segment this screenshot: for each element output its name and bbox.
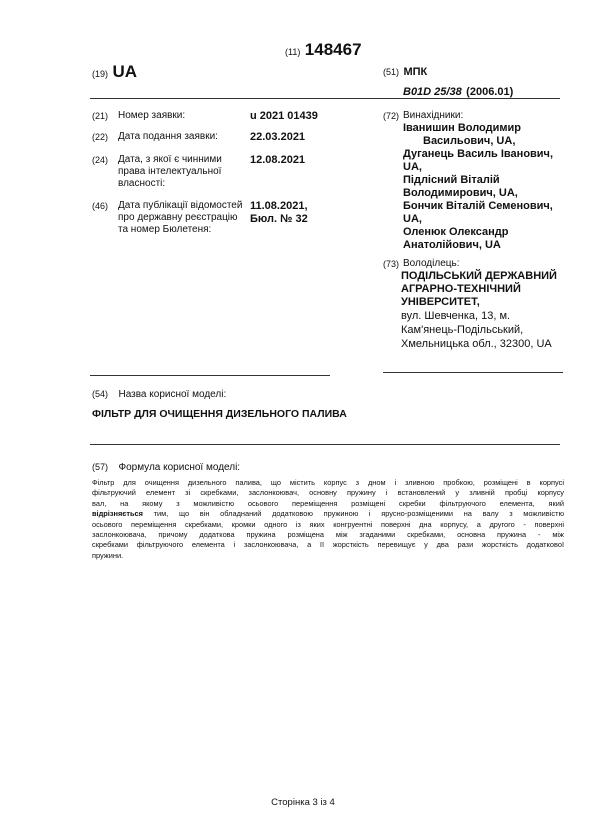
inventor-line: Іванишин Володимир — [403, 122, 521, 134]
utility-model-title: ФІЛЬТР ДЛЯ ОЧИЩЕННЯ ДИЗЕЛЬНОГО ПАЛИВА — [92, 408, 347, 420]
country-code: (19) — [92, 69, 109, 79]
field-value: 11.08.2021, Бюл. № 32 — [250, 200, 308, 225]
claims-line: заслонкоювача, причому додаткова пружина розміщена між згаданими скребками, основна пружина - між — [92, 530, 564, 540]
owner-address-line: Кам'янець-Подільський, — [401, 324, 524, 336]
field-label: Дата подання заявки: — [118, 131, 218, 142]
field-label: Дата, з якої є чинними права інтелектуальної власності: — [118, 154, 222, 189]
owner-name-line: ПОДІЛЬСЬКИЙ ДЕРЖАВНИЙ — [401, 270, 557, 282]
inventor-line: Оленюк Олександр — [403, 226, 509, 238]
header-divider — [90, 98, 560, 99]
inventors-list — [403, 122, 553, 252]
country-value: UA — [112, 62, 138, 81]
claims-text — [92, 478, 564, 561]
claims-line-rest: тим, що він обладнаний додатковою пружиною і ярусно-розміщеними на валу з можливістю — [142, 509, 564, 519]
claims-line: Фільтр для очищення дизельного палива, що містить корпус з дном і зливною пробкою, розміщені в корпусі — [92, 478, 564, 487]
ipc-class: B01D 25/38 — [403, 86, 462, 98]
title-section-header — [92, 384, 226, 402]
claims-line: скребками фільтруючого елемента і заслонкоювача, а її жорсткість перевищує у два рази жорсткість додаткової — [92, 540, 564, 550]
owner-name-line: АГРАРНО-ТЕХНІЧНИЙ — [401, 283, 521, 295]
claims-line: пружини. — [92, 550, 124, 560]
field-code: (46) — [92, 201, 109, 211]
field-code: (21) — [92, 111, 109, 121]
claims-label: Формула корисної моделі: — [118, 462, 241, 473]
inventor-line: UA, — [403, 161, 422, 173]
page-number: Сторінка 3 із 4 — [271, 797, 335, 808]
claims-line — [92, 509, 564, 519]
inventor-line: Підлісний Віталій — [403, 174, 500, 186]
owner-details — [401, 270, 557, 351]
inventors-code: (72) — [383, 111, 400, 121]
claims-section-header — [92, 457, 240, 475]
doc-number-code: (11) — [285, 47, 301, 57]
title-label: Назва корисної моделі: — [118, 389, 227, 400]
inventor-line: Володимирович, UA, — [403, 187, 518, 199]
ipc-version: (2006.01) — [466, 86, 514, 98]
claims-bold-word: відрізняється — [92, 509, 143, 519]
claims-line: осьового переміщення скребками, кромки одного із яких конгруентні поверхні дна корпусу, а другого - поверхні — [92, 519, 564, 529]
title-divider — [90, 444, 560, 445]
owner-name-line: УНІВЕРСИТЕТ, — [401, 296, 480, 308]
inventor-line: UA, — [403, 213, 422, 225]
ipc-label: МПК — [403, 66, 428, 78]
field-value: u 2021 01439 — [250, 110, 318, 122]
field-value: 12.08.2021 — [250, 154, 306, 166]
ipc-block — [383, 62, 513, 100]
inventor-line: Бончик Віталій Семенович, — [403, 200, 553, 212]
field-label: Номер заявки: — [118, 110, 186, 121]
claims-code: (57) — [92, 462, 109, 472]
inventor-line: Дуганець Василь Іванович, — [403, 148, 553, 160]
doc-number-value: 148467 — [304, 40, 362, 59]
owner-address-line: вул. Шевченка, 13, м. — [401, 310, 511, 322]
ipc-code: (51) — [383, 67, 400, 77]
owner-address-line: Хмельницька обл., 32300, UA — [401, 338, 552, 350]
field-code: (24) — [92, 155, 109, 165]
field-code: (22) — [92, 132, 109, 142]
field-label: Дата публікації відомостей про державну реєстрацію та номер Бюлетеня: — [118, 200, 243, 235]
document-number — [285, 40, 362, 60]
inventor-line: Васильович, UA, — [423, 135, 516, 147]
country — [92, 62, 137, 82]
owner-label: Володілець: — [403, 258, 460, 269]
owner-divider — [383, 372, 563, 373]
left-divider — [90, 375, 330, 376]
inventors-label: Винахідники: — [403, 110, 464, 121]
title-code: (54) — [92, 389, 109, 399]
field-value: 22.03.2021 — [250, 131, 306, 143]
claims-line: вал, на якому з можливістю осьового переміщення розміщені скребки фільтруючого елемента, який — [92, 498, 564, 508]
claims-line: фільтруючий елемент зі скребками, заслонкоювач, основну пружину і встановлений у зливній пробці корпусу — [92, 488, 564, 498]
inventor-line: Анатолійович, UA — [403, 239, 501, 251]
owner-code: (73) — [383, 259, 400, 269]
